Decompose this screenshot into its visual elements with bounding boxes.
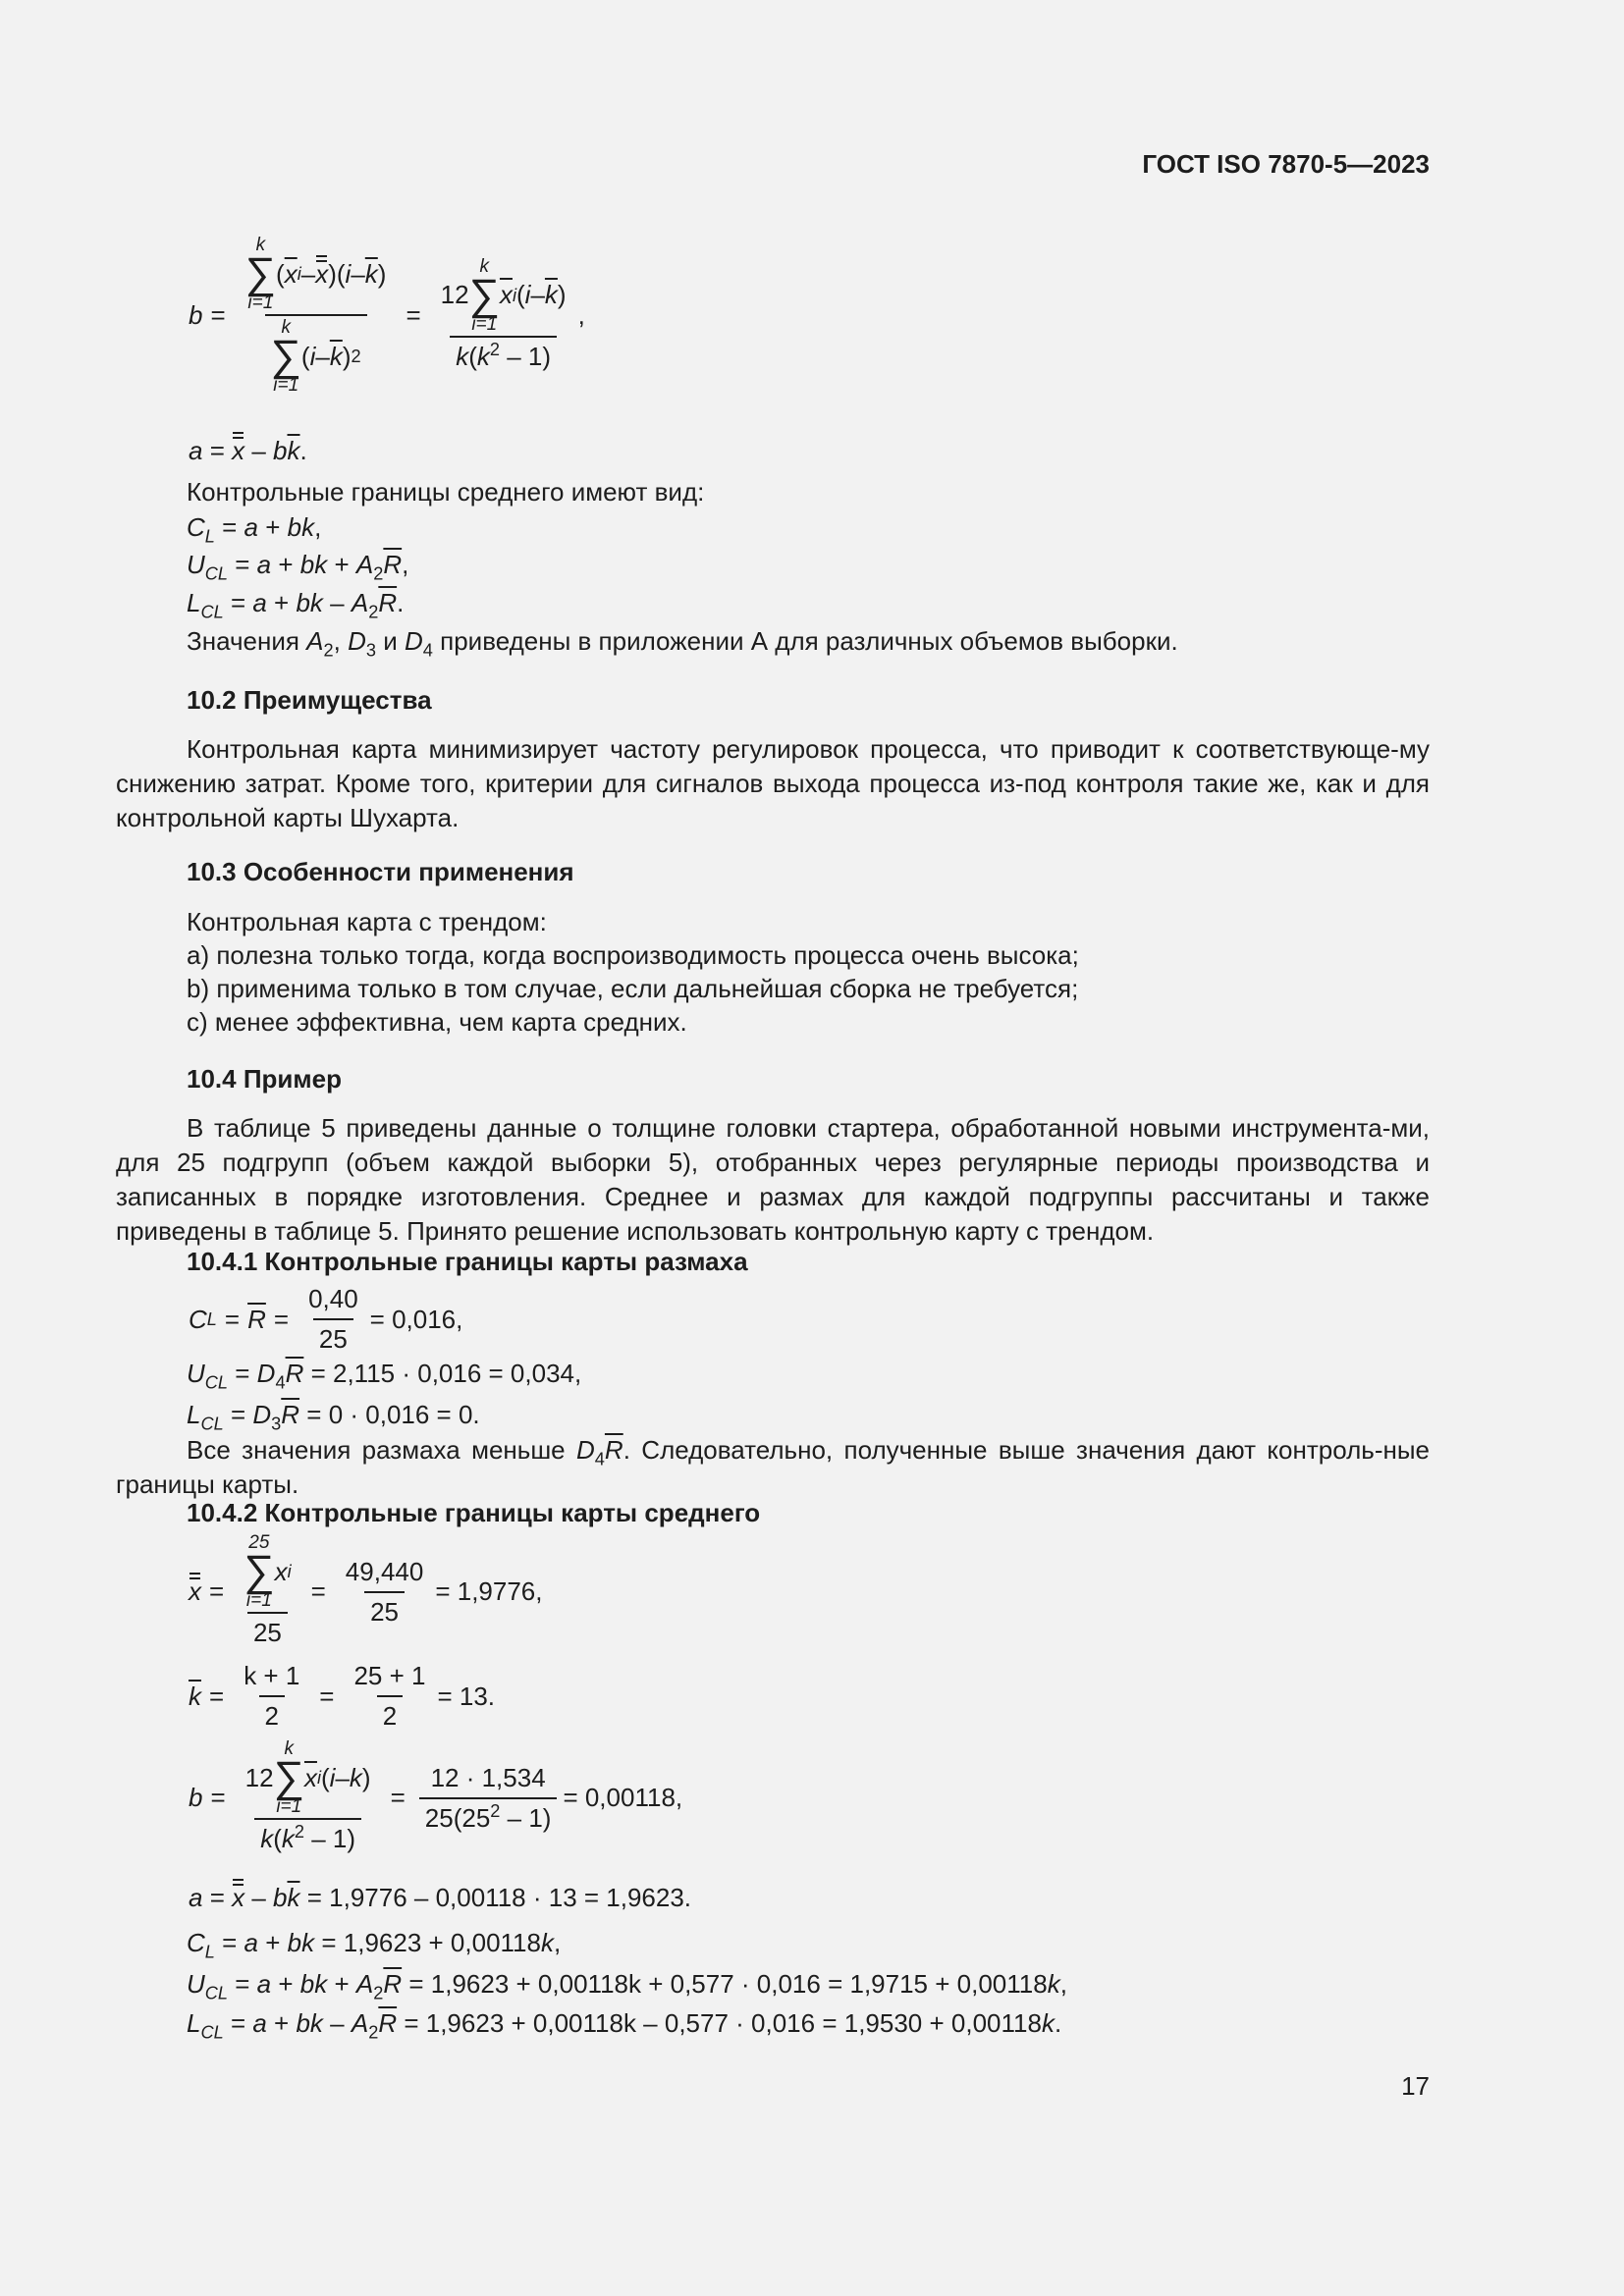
- list-item: a) полезна только тогда, когда воспроизводимость процесса очень высока;: [187, 940, 1079, 970]
- section-title-10-4-2: 10.4.2 Контрольные границы карты среднего: [187, 1498, 761, 1527]
- formula-b-example: b = 12 k ∑ i=1 $\overline{x}$ i ( i – k ) $k(k^2 - 1)$ = $\frac{12 \cdot 1,534}{25(25^2 - 1)}$ = 0,00118,: [189, 1739, 682, 1856]
- list-item: c) менее эффективна, чем карта средних.: [187, 1007, 687, 1037]
- formula-cl-example: $C_L = a$ + bk = 1,9623 + 0,00118k,: [187, 1928, 562, 1962]
- formula-ucl-example: $U_{CL} = a$ + bk + $A_2\overline{R} = 1,9623 + 0,00118k + 0,577 \cdot 0,016 = 1,9715 + 0,00118k$,: [187, 1969, 1067, 2003]
- formula-kbar: $\overline{k}$ = $\frac{k + 1}{2}$ = $\frac{25 + 1}{2}$ = 13.: [189, 1659, 495, 1734]
- mean-limits-intro: Контрольные границы среднего имеют вид:: [187, 477, 705, 507]
- section-title-10-4-1: 10.4.1 Контрольные границы карты размаха: [187, 1247, 748, 1276]
- formula-range-lcl: $L_{CL} = D_3\overline{R} = 0 \cdot 0,016 = 0$.: [187, 1400, 480, 1434]
- section-title-10-4: 10.4 Пример: [187, 1064, 342, 1094]
- formula-range-cl: C L = $\overline{R}$ = $\frac{0,40}{25}$ = 0,016,: [189, 1282, 462, 1357]
- page-number: 17: [1401, 2071, 1430, 2101]
- page-header: ГОСТ ISO 7870-5—2023: [1142, 149, 1430, 179]
- formula-xbar: x = 25 ∑ i=1 x i 25 = $\frac{49,440}{25}$ = 1,9776,: [189, 1533, 542, 1650]
- range-note: Все значения размаха меньше $D_4\overline{R}$. Следовательно, полученные выше значения дают контроль-ные границы карты.: [116, 1435, 1431, 1499]
- formula-b-general: b = k ∑ i=1 ( $\overline{x}$ i – x )( i – $\overline{k}$ ) k ∑ i=1 ( i – $\overline{k}$ ) 2 = 12 k ∑ i=1 $\overline{x}$ i ( i – $\overline{k}$ ) $k(k^2 - 1)$ ,: [189, 235, 585, 396]
- section-10-2-text: Контрольная карта минимизирует частоту регулировок процесса, что приводит к соответствующе-му снижению затрат. Кроме того, критерии для сигналов выхода процесса из-под контроля такие же, как и для контрольной карты Шухарта.: [116, 734, 1430, 832]
- section-title-10-3: 10.3 Особенности применения: [187, 857, 574, 886]
- formula-a-example: $a = x - b\overline{k} = 1,9776 - 0,00118 \cdot 13 = 1,9623$.: [189, 1881, 691, 1915]
- section-title-10-2: 10.2 Преимущества: [187, 685, 432, 715]
- formula-a-general: $a = x - b\overline{k}$.: [189, 434, 307, 468]
- formula-lcl: $L_{CL} = a$ + bk – $A_2\overline{R}$.: [187, 588, 405, 622]
- formula-range-ucl: $U_{CL} = D_4\overline{R} = 2,115 \cdot 0,016 = 0,034$,: [187, 1359, 582, 1393]
- formula-cl: $C_L = a$ + bk,: [187, 512, 322, 547]
- list-item: b) применима только в том случае, если дальнейшая сборка не требуется;: [187, 974, 1079, 1003]
- appendix-note: Значения $A_2$, $D_3$ и $D_4$ приведены в приложении А для различных объемов выборки.: [187, 626, 1178, 661]
- section-10-4-text: В таблице 5 приведены данные о толщине головки стартера, обработанной новыми инструмента-ми, для 25 подгрупп (объем каждой выборки 5), отобранных через регулярные периоды производства и записанных в порядке изготовления. Среднее и размах для каждой подгруппы рассчитаны и также приведены в таблице 5. Принято решение использовать контрольную карту с трендом.: [116, 1113, 1430, 1246]
- formula-ucl: $U_{CL} = a$ + bk + $A_2\overline{R}$,: [187, 550, 409, 584]
- section-10-3-intro: Контрольная карта с трендом:: [187, 907, 547, 936]
- formula-lcl-example: $L_{CL} = a$ + bk – $A_2\overline{R} = 1,9623 + 0,00118k - 0,577 \cdot 0,016 = 1,9530 + 0,00118k$.: [187, 2008, 1062, 2043]
